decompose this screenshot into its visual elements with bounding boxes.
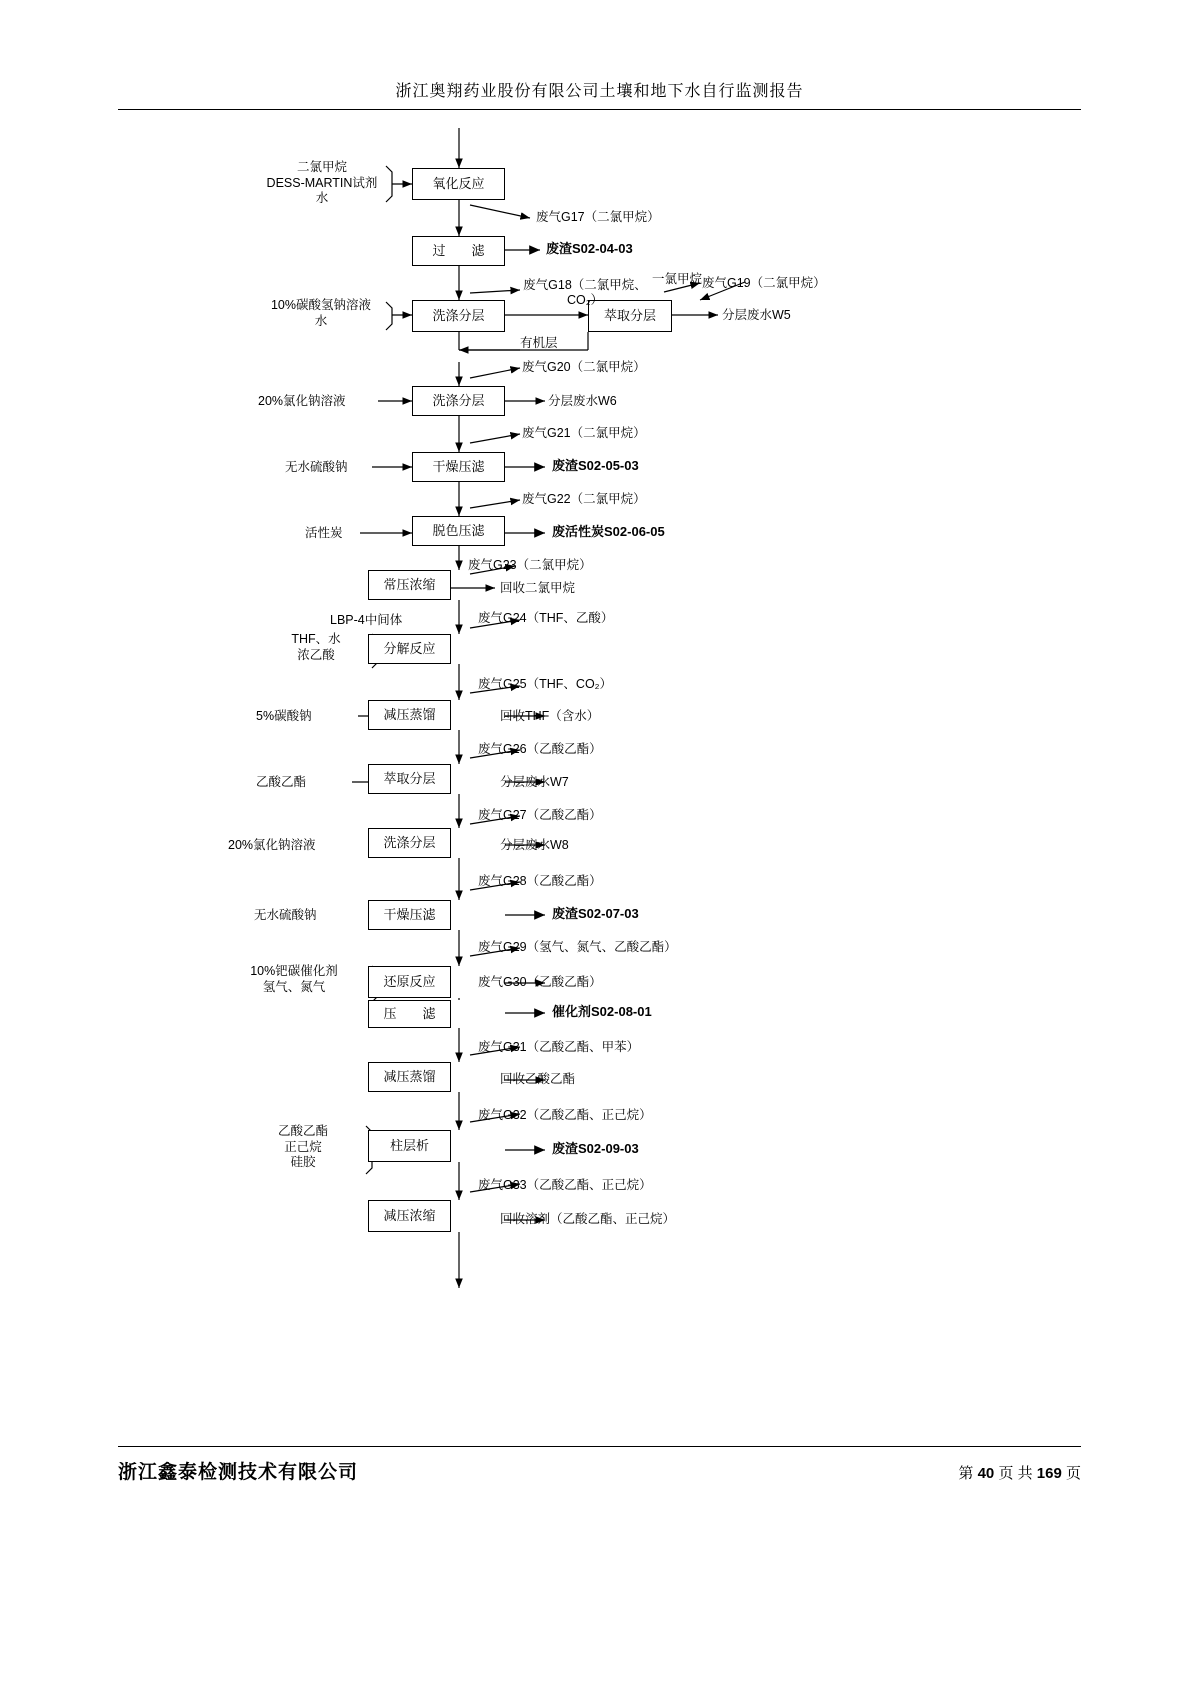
process-node-dry-press-1[interactable]: 干燥压滤 <box>412 452 505 482</box>
output-label-g22: 废气G22（二氯甲烷） <box>522 492 646 506</box>
process-node-column-chrom[interactable]: 柱层析 <box>368 1130 451 1162</box>
input-label-nahco3 <box>256 298 386 329</box>
input-label-ethyl-acetate: 乙酸乙酯 <box>256 775 307 789</box>
output-label-w8: 分层废水W8 <box>500 838 569 852</box>
output-label-g27: 废气G27（乙酸乙酯） <box>478 808 602 822</box>
output-label-s02-06-05: 废活性炭S02-06-05 <box>552 524 665 539</box>
process-node-dry-press-2[interactable]: 干燥压滤 <box>368 900 451 930</box>
input-label-pd-c-catalyst <box>216 964 372 995</box>
process-node-oxidation[interactable]: 氧化反应 <box>412 168 505 200</box>
output-label-g32: 废气G32（乙酸乙酯、正己烷） <box>478 1108 652 1122</box>
input-label-thf-water-acetic <box>258 632 374 663</box>
output-text-2: 废气G18（二氯甲烷、CO₂） <box>523 278 647 307</box>
input-label-activated-carbon: 活性炭 <box>305 526 343 540</box>
process-node-filtration[interactable]: 过 滤 <box>412 236 505 266</box>
output-label-s02-07-03: 废渣S02-07-03 <box>552 906 639 921</box>
process-node-press-filter[interactable]: 压 滤 <box>368 1000 451 1028</box>
process-node-reduction[interactable]: 还原反应 <box>368 966 451 998</box>
output-label-g24: 废气G24（THF、乙酸） <box>478 611 614 625</box>
output-label-recover-eac: 回收乙酸乙酯 <box>500 1072 576 1086</box>
input-label-eac-hexane-silica <box>240 1124 366 1171</box>
page-prefix: 第 <box>958 1465 974 1482</box>
output-label-g29: 废气G29（氢气、氮气、乙酸乙酯） <box>478 940 677 954</box>
process-node-vac-distill-1[interactable]: 减压蒸馏 <box>368 700 451 730</box>
input-label-na2co3-5: 5%碳酸钠 <box>256 709 312 723</box>
process-node-decolor-press[interactable]: 脱色压滤 <box>412 516 505 546</box>
footer-divider <box>118 1446 1081 1447</box>
input-label-dcm-dess-martin <box>258 160 386 207</box>
output-label-w5: 分层废水W5 <box>722 308 791 322</box>
process-node-vac-concentrate[interactable]: 减压浓缩 <box>368 1200 451 1232</box>
input-text-11: 10%钯碳催化剂 氢气、氮气 <box>250 964 338 994</box>
output-label-s02-08-01: 催化剂S02-08-01 <box>552 1004 652 1019</box>
output-label-g33: 废气G33（乙酸乙酯、正己烷） <box>478 1178 652 1192</box>
output-label-g26: 废气G26（乙酸乙酯） <box>478 742 602 756</box>
input-label-monochloromethane: 一氯甲烷 <box>652 272 703 286</box>
input-label-nacl-20-a: 20%氯化钠溶液 <box>258 394 346 408</box>
output-label-g20: 废气G20（二氯甲烷） <box>522 360 646 374</box>
output-label-recover-solvent: 回收溶剂（乙酸乙酯、正己烷） <box>500 1212 676 1226</box>
input-label-na2so4-b: 无水硫酸钠 <box>254 908 317 922</box>
output-label-s02-04-03: 废渣S02-04-03 <box>546 241 633 256</box>
page-number: 40 <box>977 1465 995 1482</box>
input-label-na2so4-a: 无水硫酸钠 <box>285 460 348 474</box>
output-label-recover-dcm: 回收二氯甲烷 <box>500 581 576 595</box>
process-node-wash-sep-3[interactable]: 洗涤分层 <box>368 828 451 858</box>
output-label-g18 <box>520 278 650 308</box>
process-node-extract-sep-1[interactable]: 萃取分层 <box>588 300 672 332</box>
output-label-g25: 废气G25（THF、CO₂） <box>478 677 613 691</box>
process-node-vac-distill-2[interactable]: 减压蒸馏 <box>368 1062 451 1092</box>
output-label-w6: 分层废水W6 <box>548 394 617 408</box>
input-label-nacl-20-b: 20%氯化钠溶液 <box>228 838 316 852</box>
output-label-g21: 废气G21（二氯甲烷） <box>522 426 646 440</box>
output-label-g23: 废气G23（二氯甲烷） <box>468 558 592 572</box>
output-label-g17: 废气G17（二氯甲烷） <box>536 210 660 224</box>
process-node-atm-concentrate[interactable]: 常压浓缩 <box>368 570 451 600</box>
edge-label-organic-layer: 有机层 <box>520 336 558 350</box>
output-label-s02-09-03: 废渣S02-09-03 <box>552 1141 639 1156</box>
page-suffix: 页 <box>1065 1465 1081 1482</box>
footer-page-indicator <box>958 1462 1081 1483</box>
edge-label-lbp4-intermediate: LBP-4中间体 <box>330 613 403 627</box>
page-middle: 页 共 <box>998 1465 1033 1482</box>
output-label-g19: 废气G19（二氯甲烷） <box>702 276 826 290</box>
input-text-0: 二氯甲烷 DESS-MARTIN试剂 水 <box>266 160 378 206</box>
output-label-recover-thf: 回收THF（含水） <box>500 709 600 723</box>
output-label-g30: 废气G30（乙酸乙酯） <box>478 975 602 989</box>
input-text-6: THF、水 浓乙酸 <box>291 632 341 662</box>
process-node-extract-sep-2[interactable]: 萃取分层 <box>368 764 451 794</box>
process-node-decomposition[interactable]: 分解反应 <box>368 634 451 664</box>
output-label-s02-05-03: 废渣S02-05-03 <box>552 458 639 473</box>
output-label-g28: 废气G28（乙酸乙酯） <box>478 874 602 888</box>
output-label-w7: 分层废水W7 <box>500 775 569 789</box>
page-title: 浙江奥翔药业股份有限公司土壤和地下水自行监测报告 <box>395 83 804 100</box>
input-text-12: 乙酸乙酯 正己烷 硅胶 <box>277 1124 328 1170</box>
document-footer <box>118 1446 1081 1484</box>
page-total: 169 <box>1036 1465 1062 1482</box>
footer-company-name: 浙江鑫泰检测技术有限公司 <box>118 1462 359 1483</box>
input-text-1: 10%碳酸氢钠溶液 水 <box>270 298 372 328</box>
process-node-wash-sep-1[interactable]: 洗涤分层 <box>412 300 505 332</box>
process-node-wash-sep-2[interactable]: 洗涤分层 <box>412 386 505 416</box>
output-label-g31: 废气G31（乙酸乙酯、甲苯） <box>478 1040 640 1054</box>
